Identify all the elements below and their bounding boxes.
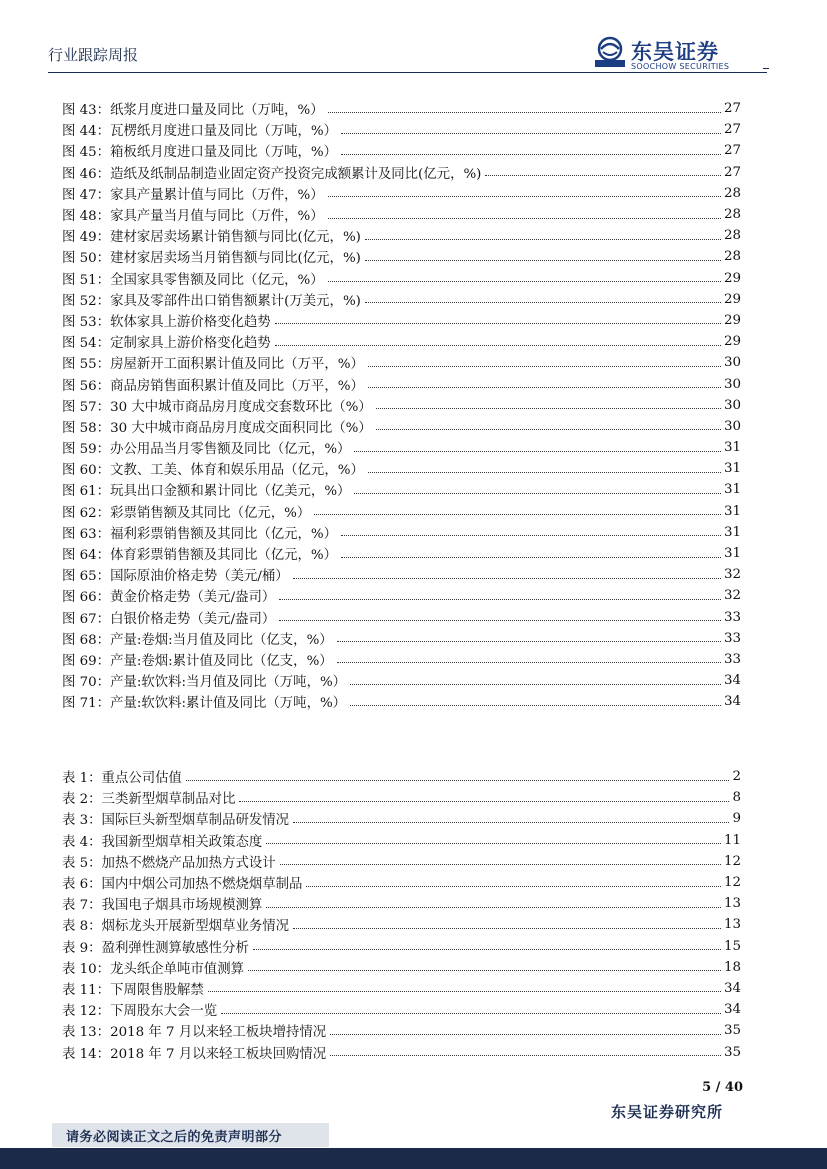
dot-leader <box>239 801 729 802</box>
dot-leader <box>368 472 721 473</box>
dot-leader <box>354 493 721 494</box>
dot-leader <box>266 907 721 908</box>
dot-leader <box>279 620 721 621</box>
dot-leader <box>293 822 729 823</box>
figure-entry[interactable] <box>62 416 741 437</box>
figure-entry[interactable] <box>62 543 741 564</box>
entry-page-number: 12 <box>723 875 741 891</box>
dot-leader <box>337 662 721 663</box>
dot-leader <box>328 218 721 219</box>
figure-entry[interactable] <box>62 628 741 649</box>
dot-leader <box>279 599 721 600</box>
entry-title: 表 7：我国电子烟具市场规模测算 <box>62 898 263 914</box>
entry-title: 表 1：重点公司估值 <box>62 771 182 787</box>
figure-entry[interactable] <box>62 585 741 606</box>
figure-entry[interactable] <box>62 331 741 352</box>
entry-page-number: 28 <box>723 249 741 265</box>
table-entry[interactable] <box>62 787 741 808</box>
dot-leader <box>485 175 721 176</box>
dot-leader <box>337 641 721 642</box>
figure-entry[interactable] <box>62 691 741 712</box>
entry-title: 图 43：纸浆月度进口量及同比（万吨，%） <box>62 103 324 119</box>
figure-entry[interactable] <box>62 140 741 161</box>
dot-leader <box>330 1055 721 1056</box>
dot-leader <box>221 1013 721 1014</box>
disclaimer-text: 请务必阅读正文之后的免责声明部分 <box>66 1130 283 1145</box>
entry-title: 图 65：国际原油价格走势（美元/桶） <box>62 569 289 585</box>
report-type-label: 行业跟踪周报 <box>48 46 139 64</box>
dot-leader <box>365 302 721 303</box>
entry-title: 图 71：产量:软饮料:累计值及同比（万吨，%） <box>62 696 347 712</box>
entry-title: 图 53：软体家具上游价格变化趋势 <box>62 314 271 330</box>
entry-title: 表 11：下周限售股解禁 <box>62 982 204 998</box>
table-entry[interactable] <box>62 1020 741 1041</box>
entry-page-number: 31 <box>723 440 741 456</box>
entry-title: 图 61：玩具出口金额和累计同比（亿美元，%） <box>62 484 351 500</box>
entry-title: 图 55：房屋新开工面积累计值及同比（万平，%） <box>62 357 364 373</box>
dot-leader <box>248 970 721 971</box>
dot-leader <box>275 345 721 346</box>
dot-leader <box>376 408 721 409</box>
figure-entry[interactable] <box>62 183 741 204</box>
dot-leader <box>253 949 721 950</box>
entry-title: 表 12：下周股东大会一览 <box>62 1004 218 1020</box>
entry-title: 图 48：家具产量当月值与同比（万件，%） <box>62 209 324 225</box>
entry-title: 图 51：全国家具零售额及同比（亿元，%） <box>62 272 324 288</box>
entry-title: 表 2：三类新型烟草制品对比 <box>62 792 236 808</box>
dot-leader <box>341 535 721 536</box>
dot-leader <box>328 196 721 197</box>
entry-title: 图 52：家具及零部件出口销售额累计(万美元，%) <box>62 293 361 309</box>
dot-leader <box>293 578 721 579</box>
entry-page-number: 18 <box>723 959 741 975</box>
entry-title: 表 5：加热不燃烧产品加热方式设计 <box>62 855 276 871</box>
figure-entry[interactable] <box>62 649 741 670</box>
entry-page-number: 30 <box>723 376 741 392</box>
dot-leader <box>293 928 721 929</box>
table-entry[interactable] <box>62 978 741 999</box>
figure-entry[interactable] <box>62 373 741 394</box>
table-entry[interactable] <box>62 914 741 935</box>
dot-leader <box>306 886 721 887</box>
entry-title: 图 58：30 大中城市商品房月度成交面积同比（%） <box>62 420 372 436</box>
entry-title: 图 57：30 大中城市商品房月度成交套数环比（%） <box>62 399 372 415</box>
entry-title: 图 54：定制家具上游价格变化趋势 <box>62 336 271 352</box>
entry-page-number: 29 <box>723 334 741 350</box>
dot-leader <box>330 1034 721 1035</box>
entry-page-number: 33 <box>723 651 741 667</box>
entry-title: 图 59：办公用品当月零售额及同比（亿元，%） <box>62 442 351 458</box>
dot-leader <box>208 991 721 992</box>
entry-page-number: 27 <box>723 164 741 180</box>
entry-title: 表 14：2018 年 7 月以来轻工板块回购情况 <box>62 1046 327 1062</box>
entry-page-number: 34 <box>723 694 741 710</box>
entry-page-number: 27 <box>723 143 741 159</box>
dot-leader <box>275 323 721 324</box>
entry-title: 图 70：产量:软饮料:当月值及同比（万吨，%） <box>62 675 347 691</box>
dot-leader <box>350 705 721 706</box>
figure-entry[interactable] <box>62 479 741 500</box>
logo-english-name: SOOCHOW SECURITIES <box>631 62 730 71</box>
table-entry[interactable] <box>62 999 741 1020</box>
entry-title: 图 44：瓦楞纸月度进口量及同比（万吨，%） <box>62 124 338 140</box>
table-entry[interactable] <box>62 872 741 893</box>
entry-title: 表 9：盈利弹性测算敏感性分析 <box>62 940 249 956</box>
dot-leader <box>368 387 721 388</box>
dot-leader <box>341 133 721 134</box>
figure-entry[interactable] <box>62 98 741 119</box>
entry-title: 图 69：产量:卷烟:累计值及同比（亿支，%） <box>62 653 333 669</box>
entry-page-number: 28 <box>723 228 741 244</box>
page-header <box>0 0 827 78</box>
entry-page-number: 29 <box>723 270 741 286</box>
entry-title: 图 49：建材家居卖场累计销售额与同比(亿元，%) <box>62 230 361 246</box>
figure-entry[interactable] <box>62 501 741 522</box>
figure-entry[interactable] <box>62 204 741 225</box>
entry-page-number: 32 <box>723 567 741 583</box>
figure-entry[interactable] <box>62 437 741 458</box>
entry-page-number: 13 <box>723 896 741 912</box>
entry-title: 图 45：箱板纸月度进口量及同比（万吨，%） <box>62 145 338 161</box>
entry-title: 图 67：白银价格走势（美元/盎司） <box>62 611 276 627</box>
entry-title: 图 63：福利彩票销售额及其同比（亿元，%） <box>62 526 338 542</box>
entry-page-number: 31 <box>723 546 741 562</box>
page-number: 5 / 40 <box>702 1080 743 1095</box>
dot-leader <box>376 429 721 430</box>
entry-page-number: 11 <box>723 832 741 848</box>
entry-page-number: 33 <box>723 630 741 646</box>
entry-page-number: 31 <box>723 461 741 477</box>
table-entry[interactable] <box>62 808 741 829</box>
figure-entry[interactable] <box>62 670 741 691</box>
soochow-logo-icon <box>593 36 627 68</box>
figure-entry[interactable] <box>62 522 741 543</box>
entry-page-number: 15 <box>723 938 741 954</box>
dot-leader <box>328 281 721 282</box>
dot-leader <box>314 514 721 515</box>
dot-leader <box>186 780 730 781</box>
entry-page-number: 28 <box>723 185 741 201</box>
figure-entry[interactable] <box>62 564 741 585</box>
figure-entry[interactable] <box>62 352 741 373</box>
figure-entry[interactable] <box>62 310 741 331</box>
entry-page-number: 28 <box>723 207 741 223</box>
entry-title: 图 50：建材家居卖场当月销售额与同比(亿元，%) <box>62 251 361 267</box>
entry-page-number: 32 <box>723 588 741 604</box>
dot-leader <box>368 366 721 367</box>
entry-page-number: 13 <box>723 917 741 933</box>
entry-title: 图 66：黄金价格走势（美元/盎司） <box>62 590 276 606</box>
entry-title: 表 3：国际巨头新型烟草制品研发情况 <box>62 813 290 829</box>
table-entry[interactable] <box>62 851 741 872</box>
figure-entry[interactable] <box>62 289 741 310</box>
entry-page-number: 30 <box>723 397 741 413</box>
figure-entry[interactable] <box>62 162 741 183</box>
footer-band <box>0 1148 827 1169</box>
table-list <box>62 766 741 1063</box>
company-logo <box>593 36 773 70</box>
entry-title: 图 47：家具产量累计值与同比（万件，%） <box>62 187 324 203</box>
entry-page-number: 27 <box>723 101 741 117</box>
header-divider-tick <box>763 68 769 69</box>
dot-leader <box>341 154 721 155</box>
entry-page-number: 34 <box>723 673 741 689</box>
figure-entry[interactable] <box>62 225 741 246</box>
logo-chinese-name: 东吴证券 <box>631 40 719 64</box>
figure-entry[interactable] <box>62 395 741 416</box>
entry-page-number: 34 <box>723 1002 741 1018</box>
entry-title: 图 46：造纸及纸制品制造业固定资产投资完成额累计及同比(亿元，%) <box>62 166 482 182</box>
figure-entry[interactable] <box>62 268 741 289</box>
entry-page-number: 2 <box>732 769 741 785</box>
entry-page-number: 30 <box>723 418 741 434</box>
entry-page-number: 8 <box>732 790 741 806</box>
entry-title: 图 60：文教、工美、体育和娱乐用品（亿元，%） <box>62 463 364 479</box>
entry-title: 表 8：烟标龙头开展新型烟草业务情况 <box>62 919 290 935</box>
dot-leader <box>328 112 721 113</box>
entry-title: 表 6：国内中烟公司加热不燃烧烟草制品 <box>62 877 303 893</box>
entry-page-number: 34 <box>723 980 741 996</box>
dot-leader <box>266 843 721 844</box>
entry-title: 图 62：彩票销售额及其同比（亿元，%） <box>62 505 311 521</box>
entry-title: 图 68：产量:卷烟:当月值及同比（亿支，%） <box>62 632 333 648</box>
dot-leader <box>350 684 721 685</box>
entry-title: 图 64：体育彩票销售额及其同比（亿元，%） <box>62 548 338 564</box>
dot-leader <box>354 451 721 452</box>
dot-leader <box>365 239 721 240</box>
dot-leader <box>365 260 721 261</box>
entry-page-number: 9 <box>732 811 741 827</box>
figure-entry[interactable] <box>62 607 741 628</box>
entry-page-number: 30 <box>723 355 741 371</box>
header-divider <box>48 72 767 73</box>
entry-page-number: 12 <box>723 853 741 869</box>
entry-title: 表 4：我国新型烟草相关政策态度 <box>62 834 263 850</box>
table-entry[interactable] <box>62 893 741 914</box>
entry-page-number: 31 <box>723 482 741 498</box>
table-entry[interactable] <box>62 766 741 787</box>
entry-title: 图 56：商品房销售面积累计值及同比（万平，%） <box>62 378 364 394</box>
table-entry[interactable] <box>62 830 741 851</box>
entry-page-number: 31 <box>723 503 741 519</box>
figure-list <box>62 98 741 712</box>
dot-leader <box>341 557 721 558</box>
figure-entry[interactable] <box>62 119 741 140</box>
dot-leader <box>280 864 721 865</box>
entry-page-number: 33 <box>723 609 741 625</box>
table-entry[interactable] <box>62 936 741 957</box>
entry-page-number: 35 <box>723 1044 741 1060</box>
figure-entry[interactable] <box>62 246 741 267</box>
entry-title: 表 10：龙头纸企单吨市值测算 <box>62 961 244 977</box>
figure-entry[interactable] <box>62 458 741 479</box>
research-institute-name: 东吴证券研究所 <box>610 1103 723 1121</box>
entry-title: 表 13：2018 年 7 月以来轻工板块增持情况 <box>62 1025 327 1041</box>
table-entry[interactable] <box>62 957 741 978</box>
entry-page-number: 29 <box>723 312 741 328</box>
entry-page-number: 31 <box>723 524 741 540</box>
table-entry[interactable] <box>62 1041 741 1062</box>
entry-page-number: 29 <box>723 291 741 307</box>
entry-page-number: 27 <box>723 122 741 138</box>
entry-page-number: 35 <box>723 1023 741 1039</box>
